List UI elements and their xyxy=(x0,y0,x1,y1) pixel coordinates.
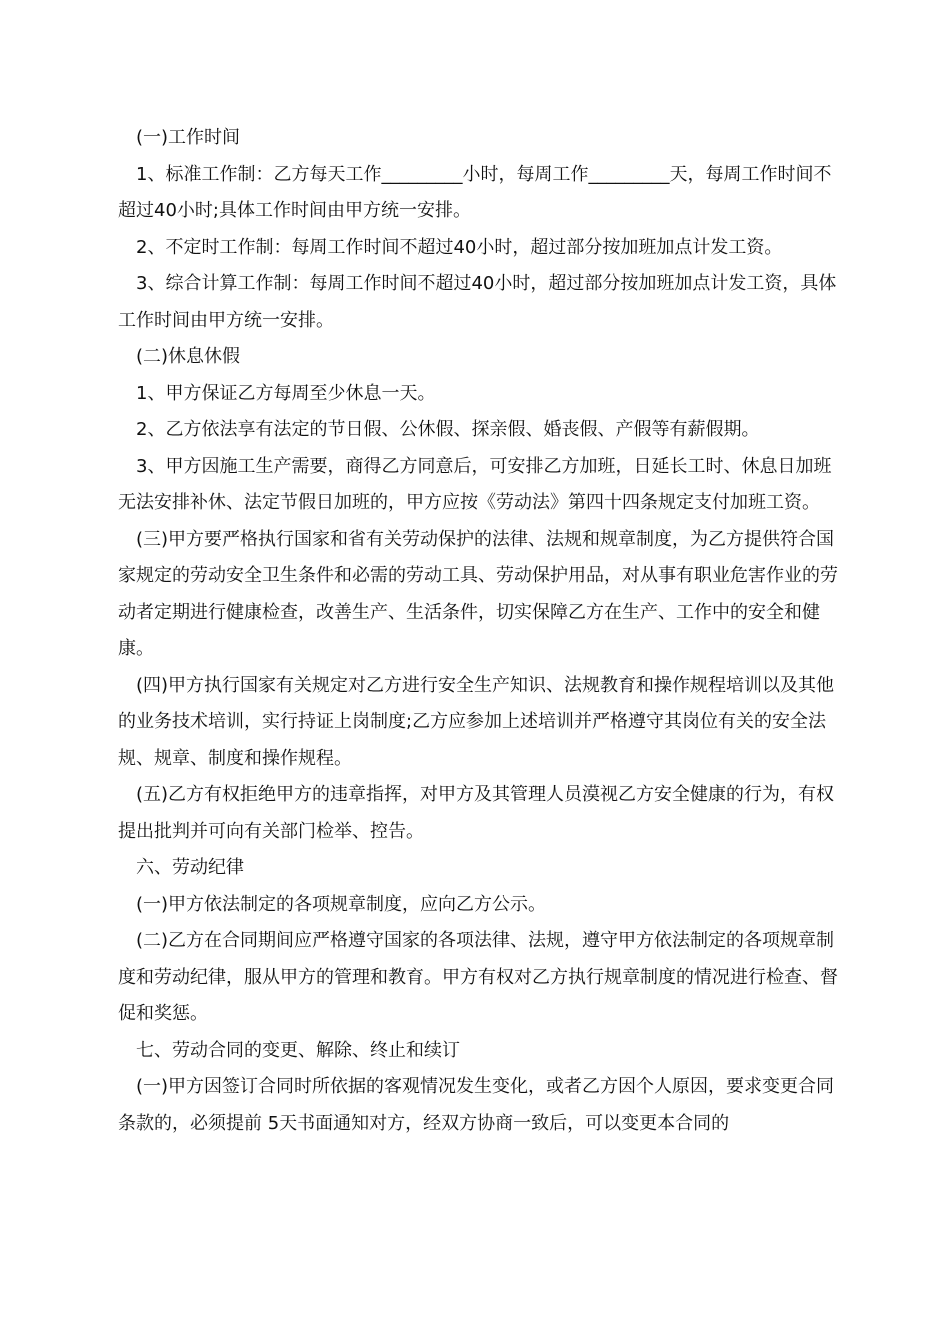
paragraph: 2、不定时工作制：每周工作时间不超过40小时，超过部分按加班加点计发工资。 xyxy=(136,236,783,258)
section-heading-rest-leave: (二)休息休假 xyxy=(136,346,241,367)
paragraph: 1、甲方保证乙方每周至少休息一天。 xyxy=(136,382,436,404)
paragraph: (三)甲方要严格执行国家和省有关劳动保护的法律、法规和规章制度，为乙方提供符合国家规定的劳动安全卫生条件和必需的劳动工具、劳动保护用品，对从事有职业危害作业的劳动者定期进行健康检查，改善生产、生活条件，切实保障乙方在生产、工作中的安全和健康。 xyxy=(118,528,838,659)
section-heading-work-time: (一)工作时间 xyxy=(136,127,241,148)
paragraph: (四)甲方执行国家有关规定对乙方进行安全生产知识、法规教育和操作规程培训以及其他的业务技术培训，实行持证上岗制度;乙方应参加上述培训并严格遵守其岗位有关的安全法规、规章、制度和操作规程。 xyxy=(118,674,835,769)
paragraph: (一)甲方依法制定的各项规章制度，应向乙方公示。 xyxy=(136,893,547,915)
paragraph: (一)甲方因签订合同时所依据的客观情况发生变化，或者乙方因个人原因，要求变更合同条款的，必须提前 5天书面通知对方，经双方协商一致后，可以变更本合同的 xyxy=(118,1076,835,1134)
paragraph: 2、乙方依法享有法定的节日假、公休假、探亲假、婚丧假、产假等有薪假期。 xyxy=(136,419,760,440)
paragraph: 3、甲方因施工生产需要，商得乙方同意后，可安排乙方加班，日延长工时、休息日加班无法安排补休、法定节假日加班的，甲方应按《劳动法》第四十四条规定支付加班工资。 xyxy=(118,455,832,513)
paragraph: (五)乙方有权拒绝甲方的违章指挥，对甲方及其管理人员漠视乙方安全健康的行为，有权提出批判并可向有关部门检举、控告。 xyxy=(118,784,835,842)
section-heading-labor-discipline: 六、劳动纪律 xyxy=(136,857,244,878)
document-body xyxy=(118,120,840,1142)
paragraph: 3、综合计算工作制：每周工作时间不超过40小时，超过部分按加班加点计发工资，具体工作时间由甲方统一安排。 xyxy=(118,273,837,331)
paragraph: (二)乙方在合同期间应严格遵守国家的各项法律、法规，遵守甲方依法制定的各项规章制度和劳动纪律，服从甲方的管理和教育。甲方有权对乙方执行规章制度的情况进行检查、督促和奖惩。 xyxy=(118,930,838,1024)
section-heading-contract-changes: 七、劳动合同的变更、解除、终止和续订 xyxy=(136,1039,460,1061)
paragraph: 1、标准工作制：乙方每天工作_________小时，每周工作_________天，每周工作时间不超过40小时;具体工作时间由甲方统一安排。 xyxy=(118,163,832,221)
